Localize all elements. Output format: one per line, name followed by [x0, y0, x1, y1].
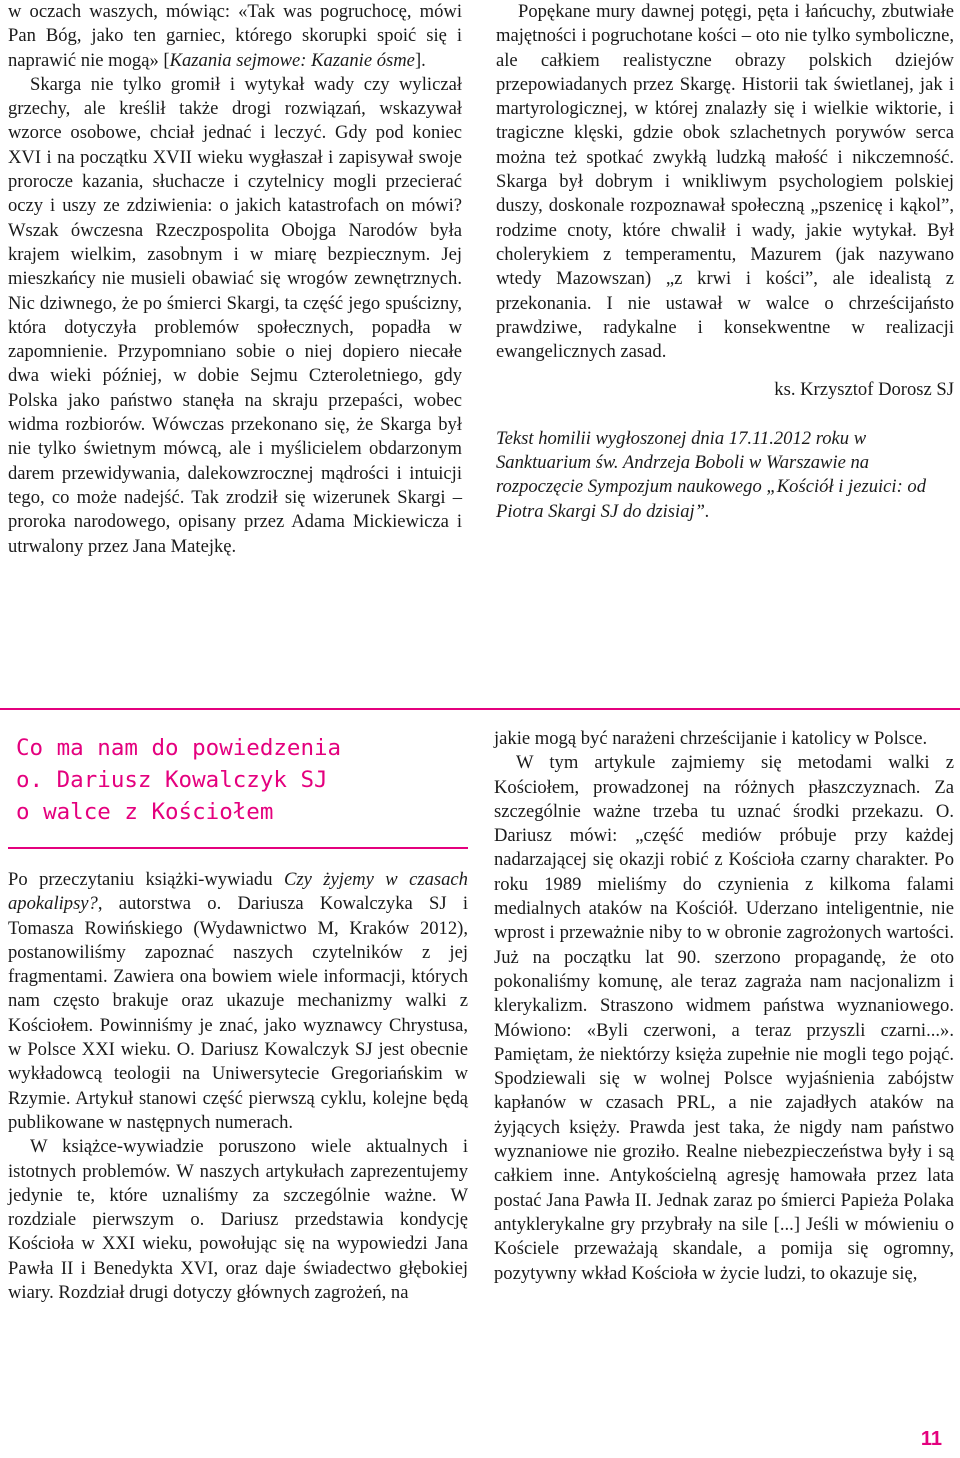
column-bottom-left — [8, 868, 468, 1305]
article-title-line: o walce z Kościołem — [16, 799, 274, 825]
citation: Kazania sejmowe: Kazanie ósme — [169, 49, 415, 71]
paragraph: Popękane mury dawnej potęgi, pęta i łańcuchy, zbutwiałe majętności i pogruchotane kości – oto nie tylko symboliczne, ale całkiem realistyczne obrazy polskich dziejów przepowiadanych przez Skargę. Historii tak świetlanej, jak i martyrologicznej, w której znalazły się i wielkie wiktorie, i tragiczne klęski, gdzie obok szlachetnych porywów serca można też spotkać zwykłą ludzką małość i nikczemność. Skarga był dobrym i wnikliwym psychologiem polskiej duszy, doskonale rozpoznawał społeczną „pszenicę i kąkol”, rodzime cnoty, które chwalił i wady, jakie wytykał. Był cholerykiem z temperamentu, Mazurem (jak nazywano wtedy Mazowszan) „z krwi i kości”, ale idealistą z przekonania. I nie ustawał w walce o chrześcijaństo prawdziwe, radykalne i konsekwentne w realizacji ewangelicznych zasad. — [496, 1, 954, 363]
paragraph: Po przeczytaniu książki-wywiadu Czy żyjemy w czasach apokalipsy?, autorstwa o. Dariusza Kowalczyka SJ i Tomasza Rowińskiego (Wydawnictwo M, Kraków 2012), postanowiliśmy zapoznać naszych czytelników z jej fragmentami. Zawiera ona bowiem wiele informacji, których nam często brakuje oraz ukazuje mechanizmy walki z Kościołem. Powinniśmy je znać, jako wyznawcy Chrystusa, w Polsce XXI wieku. O. Dariusz Kowalczyk SJ jest obecnie wykładowcą teologii na Uniwersytecie Gregoriańskim w Rzymie. Artykuł stanowi część pierwszą cyklu, kolejne będą publikowane w następnych numerach. — [8, 869, 468, 1133]
article-title-line: o. Dariusz Kowalczyk SJ — [16, 767, 328, 793]
source-note: Tekst homilii wygłoszonej dnia 17.11.2012 roku w Sanktuarium św. Andrzeja Boboli w Warszawie na rozpoczęcie Sympozjum naukowego „Kościół i jezuici: od Piotra Skargi SJ do dzisiaj”. — [496, 427, 927, 522]
column-top-right — [496, 0, 954, 524]
article-title-line: Co ma nam do powiedzenia — [16, 735, 342, 761]
paragraph: jakie mogą być narażeni chrześcijanie i katolicy w Polsce. — [494, 728, 928, 749]
article-title — [16, 732, 466, 828]
column-bottom-right — [494, 727, 954, 1286]
paragraph: w oczach waszych, mówiąc: «Tak was pogruchocę, mówi Pan Bóg, jako ten garniec, którego skorupki spoić się i naprawić nie mogą» [Kazania sejmowe: Kazanie ósme]. — [8, 1, 462, 71]
column-top-left — [8, 0, 462, 559]
paragraph: Skarga nie tylko gromił i wytykał wady czy wyliczał grzechy, ale kreślił także drogi rozwiązań, wskazywał wzorce osobowe, chciał jednać i leczyć. Gdy pod koniec XVI i na początku XVII wieku wygłaszał i zapisywał swoje prorocze kazania, słuchacze i czytelnicy mogli przecierać oczy i uszy ze zdziwienia: o jakich katastrofach on mówi? Wszak ówczesna Rzeczpospolita Obojga Narodów była krajem wielkim, zasobnym i w miarę bezpiecznym. Jej mieszkańcy nie musieli obawiać się wrogów zewnętrznych. Nic dziwnego, że po śmierci Skargi, ta część jego spuścizny, która dotyczyła problemów społecznych, popadła w zapomnienie. Przypomniano sobie o niej dopiero niecałe dwa wieki później, w dobie Sejmu Czteroletniego, gdy Polska jako państwo stanęła na skraju przepaści, wobec widma rozbiorów. Wówczas przekonano się, że Skarga był nie tylko świetnym mówcą, ale i myślicielem obdarzonym darem przewidywania, dalekowzrocznej mądrości i intuicji tego, co może nadejść. Tak zrodził się wizerunek Skargi – proroka narodowego, opisany przez Adama Mickiewicza i utrwalony przez Jana Matejkę. — [8, 73, 462, 557]
book-title: Czy żyjemy w czasach apokalipsy? — [8, 869, 468, 915]
author-signature: ks. Krzysztof Dorosz SJ — [774, 379, 954, 401]
paragraph: W książce-wywiadzie poruszono wiele aktualnych i istotnych problemów. W naszych artykułach zaprezentujemy jedynie te, które uznaliśmy za szczególnie ważne. W rozdziale pierwszym o. Dariusz przedstawia kondycję Kościoła w XXI wieku, powołując się na wypowiedzi Jana Pawła II i Benedykta XVI, oraz daje świadectwo głębokiej wiary. Rozdział drugi dotyczy głównych zagrożeń, na — [8, 1136, 468, 1304]
section-divider — [0, 708, 960, 710]
paragraph: W tym artykule zajmiemy się metodami walki z Kościołem, prowadzonej na różnych płaszczyznach. Za szczególnie ważne trzeba tu uznać środki przekazu. O. Dariusz mówi: „część mediów próbuje przy każdej nadarzającej się okazji robić z Kościoła czarny charakter. Po roku 1989 mieliśmy do czynienia z kilkoma falami medialnych ataków na Kościół. Uderzano inteligentnie, nie wprost i przeważnie niby to w obronie zagrożonych wartości. Już na początku lat 90. szerzono propagandę, że oto pokonaliśmy komunę, ale teraz zagraża nam nacjonalizm i klerykalizm. Straszono widmem państwa wyznaniowego. Mówiono: «Byli czerwoni, a teraz przyszli czarni...». Pamiętam, że niektórzy księża zupełnie nie mogli tego pojąć. Spodziewali się w wolnej Polsce wyjaśnienia zabójstw kapłanów w czasach PRL, a nie zajadłych ataków na żyjących księży. Prawda jest taka, że nigdy nam państwo wyznaniowe nie groziło. Realne niebezpieczeństwa były i są całkiem inne. Antykościelną agresję hamowała przez lata postać Jana Pawła II. Jednak zaraz po śmierci Papieża Polaka antyklerykalne gry przybrały na sile [...] Jeśli w mówieniu o Kościele przeważają skandale, a pomija się ogromny, pozytywny wkład Kościoła w życie ludzi, to okazuje się, — [494, 752, 954, 1284]
title-underline — [8, 847, 468, 849]
page-number: 11 — [920, 1428, 942, 1450]
